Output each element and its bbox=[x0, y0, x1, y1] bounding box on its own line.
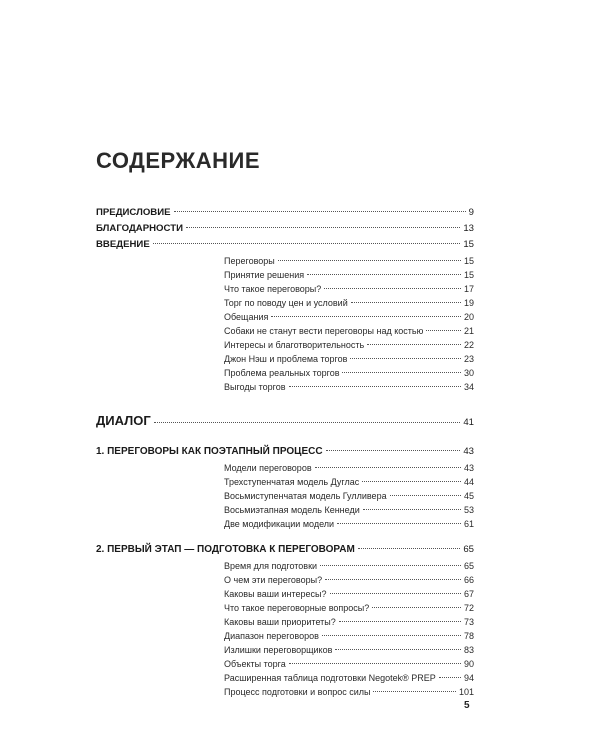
toc-entry-label: Расширенная таблица подготовки Negotek® PREP bbox=[224, 673, 436, 683]
toc-part-dialog[interactable] bbox=[96, 413, 474, 428]
toc-entry-label: 1. ПЕРЕГОВОРЫ КАК ПОЭТАПНЫЙ ПРОЦЕСС bbox=[96, 446, 323, 457]
leader-dots bbox=[153, 243, 461, 244]
toc-entry-preface[interactable] bbox=[96, 207, 474, 218]
toc-entry-label: ПРЕДИСЛОВИЕ bbox=[96, 207, 171, 218]
toc-entry-label: Переговоры bbox=[224, 256, 275, 266]
leader-dots bbox=[324, 288, 461, 289]
leader-dots bbox=[426, 330, 461, 331]
leader-dots bbox=[326, 450, 461, 451]
toc-entry-page: 13 bbox=[463, 223, 474, 234]
toc-entry-label: Диапазон переговоров bbox=[224, 631, 319, 641]
toc-entry-page: 65 bbox=[463, 544, 474, 555]
leader-dots bbox=[330, 593, 461, 594]
toc-entry-label: О чем эти переговоры? bbox=[224, 575, 323, 585]
toc-entry-label: БЛАГОДАРНОСТИ bbox=[96, 223, 183, 234]
toc-entry-label: ДИАЛОГ bbox=[96, 413, 151, 428]
toc-chapter-2[interactable] bbox=[96, 544, 474, 555]
toc-subentry[interactable] bbox=[224, 312, 474, 322]
toc-subentry[interactable] bbox=[224, 617, 474, 627]
toc-entry-page: 67 bbox=[463, 589, 474, 599]
toc-subentry[interactable] bbox=[224, 298, 474, 308]
toc-subentry[interactable] bbox=[224, 256, 474, 266]
toc-subentry[interactable] bbox=[224, 270, 474, 280]
toc-entry-page: 41 bbox=[463, 417, 474, 428]
toc-entry-label: Выгоды торгов bbox=[224, 382, 286, 392]
toc-entry-page: 78 bbox=[463, 631, 474, 641]
leader-dots bbox=[439, 677, 461, 678]
leader-dots bbox=[322, 635, 461, 636]
toc-entry-page: 83 bbox=[463, 645, 474, 655]
toc-subentry[interactable] bbox=[224, 340, 474, 350]
toc-entry-page: 23 bbox=[463, 354, 474, 364]
toc-subentry[interactable] bbox=[224, 368, 474, 378]
leader-dots bbox=[174, 211, 466, 212]
toc-entry-page: 9 bbox=[468, 207, 474, 218]
toc-subentry[interactable] bbox=[224, 354, 474, 364]
toc-entry-page: 43 bbox=[463, 446, 474, 457]
toc-entry-page: 90 bbox=[463, 659, 474, 669]
toc-entry-page: 21 bbox=[463, 326, 474, 336]
leader-dots bbox=[363, 509, 461, 510]
leader-dots bbox=[278, 260, 461, 261]
toc-entry-label: Процесс подготовки и вопрос силы bbox=[224, 687, 371, 697]
toc-subentry[interactable] bbox=[224, 687, 474, 697]
toc-entry-label: Объекты торга bbox=[224, 659, 286, 669]
toc-entry-page: 66 bbox=[463, 575, 474, 585]
leader-dots bbox=[289, 386, 461, 387]
toc-entry-page: 94 bbox=[463, 673, 474, 683]
leader-dots bbox=[186, 227, 460, 228]
toc-entry-label: Обещания bbox=[224, 312, 269, 322]
leader-dots bbox=[362, 481, 461, 482]
toc-entry-label: Трехступенчатая модель Дуглас bbox=[224, 477, 360, 487]
leader-dots bbox=[342, 372, 461, 373]
toc-subentry[interactable] bbox=[224, 561, 474, 571]
toc-subentry[interactable] bbox=[224, 659, 474, 669]
toc-entry-introduction[interactable] bbox=[96, 239, 474, 250]
toc-entry-page: 72 bbox=[463, 603, 474, 613]
toc-entry-page: 53 bbox=[463, 505, 474, 515]
toc-subentry[interactable] bbox=[224, 505, 474, 515]
toc-entry-label: Собаки не станут вести переговоры над костью bbox=[224, 326, 424, 336]
toc-entry-page: 20 bbox=[463, 312, 474, 322]
toc-entry-page: 19 bbox=[463, 298, 474, 308]
toc-entry-label: Что такое переговоры? bbox=[224, 284, 322, 294]
page-number: 5 bbox=[464, 700, 470, 711]
page-title: СОДЕРЖАНИЕ bbox=[96, 148, 261, 173]
toc-entry-page: 73 bbox=[463, 617, 474, 627]
leader-dots bbox=[339, 621, 461, 622]
toc-entry-page: 17 bbox=[463, 284, 474, 294]
toc-subentry[interactable] bbox=[224, 589, 474, 599]
toc-entry-page: 15 bbox=[463, 270, 474, 280]
toc-entry-label: Время для подготовки bbox=[224, 561, 318, 571]
toc-entry-page: 45 bbox=[463, 491, 474, 501]
toc-entry-label: Джон Нэш и проблема торгов bbox=[224, 354, 348, 364]
toc-entry-page: 61 bbox=[463, 519, 474, 529]
toc-entry-label: Две модификации модели bbox=[224, 519, 335, 529]
toc-subentry[interactable] bbox=[224, 603, 474, 613]
leader-dots bbox=[320, 565, 461, 566]
toc-subentry[interactable] bbox=[224, 326, 474, 336]
toc-subentry[interactable] bbox=[224, 477, 474, 487]
toc-entry-page: 30 bbox=[463, 368, 474, 378]
toc-entry-label: Каковы ваши приоритеты? bbox=[224, 617, 336, 627]
toc-entry-label: Восьмиступенчатая модель Гулливера bbox=[224, 491, 387, 501]
leader-dots bbox=[373, 691, 455, 692]
toc-entry-page: 22 bbox=[463, 340, 474, 350]
leader-dots bbox=[350, 358, 461, 359]
leader-dots bbox=[351, 302, 461, 303]
toc-entry-acknowledgements[interactable] bbox=[96, 223, 474, 234]
toc-entry-label: Проблема реальных торгов bbox=[224, 368, 340, 378]
toc-subentry[interactable] bbox=[224, 284, 474, 294]
toc-entry-label: Излишки переговорщиков bbox=[224, 645, 333, 655]
toc-entry-label: ВВЕДЕНИЕ bbox=[96, 239, 150, 250]
toc-entry-page: 101 bbox=[458, 687, 474, 697]
leader-dots bbox=[335, 649, 461, 650]
leader-dots bbox=[325, 579, 461, 580]
toc-subentry[interactable] bbox=[224, 575, 474, 585]
toc-entry-label: Восьмиэтапная модель Кеннеди bbox=[224, 505, 360, 515]
toc-entry-page: 65 bbox=[463, 561, 474, 571]
leader-dots bbox=[358, 548, 461, 549]
leader-dots bbox=[315, 467, 461, 468]
toc-entry-page: 15 bbox=[463, 239, 474, 250]
toc-entry-page: 44 bbox=[463, 477, 474, 487]
leader-dots bbox=[337, 523, 461, 524]
toc-entry-label: Интересы и благотворительность bbox=[224, 340, 365, 350]
leader-dots bbox=[271, 316, 461, 317]
toc-subentry[interactable] bbox=[224, 631, 474, 641]
toc-subentry[interactable] bbox=[224, 382, 474, 392]
toc-entry-label: Принятие решения bbox=[224, 270, 305, 280]
leader-dots bbox=[154, 422, 461, 423]
toc-entry-label: Что такое переговорные вопросы? bbox=[224, 603, 370, 613]
toc-subentry[interactable] bbox=[224, 673, 474, 683]
leader-dots bbox=[289, 663, 461, 664]
toc-entry-page: 15 bbox=[463, 256, 474, 266]
leader-dots bbox=[372, 607, 461, 608]
toc-entry-label: Каковы ваши интересы? bbox=[224, 589, 327, 599]
toc-subentry[interactable] bbox=[224, 463, 474, 473]
toc-entry-label: 2. ПЕРВЫЙ ЭТАП — ПОДГОТОВКА К ПЕРЕГОВОРАМ bbox=[96, 544, 355, 555]
toc-subentry[interactable] bbox=[224, 645, 474, 655]
leader-dots bbox=[367, 344, 461, 345]
toc-subentry[interactable] bbox=[224, 491, 474, 501]
leader-dots bbox=[390, 495, 461, 496]
toc-entry-page: 34 bbox=[463, 382, 474, 392]
toc-entry-page: 43 bbox=[463, 463, 474, 473]
toc-entry-label: Торг по поводу цен и условий bbox=[224, 298, 348, 308]
toc-entry-label: Модели переговоров bbox=[224, 463, 312, 473]
toc-subentry[interactable] bbox=[224, 519, 474, 529]
toc-chapter-1[interactable] bbox=[96, 446, 474, 457]
leader-dots bbox=[307, 274, 461, 275]
